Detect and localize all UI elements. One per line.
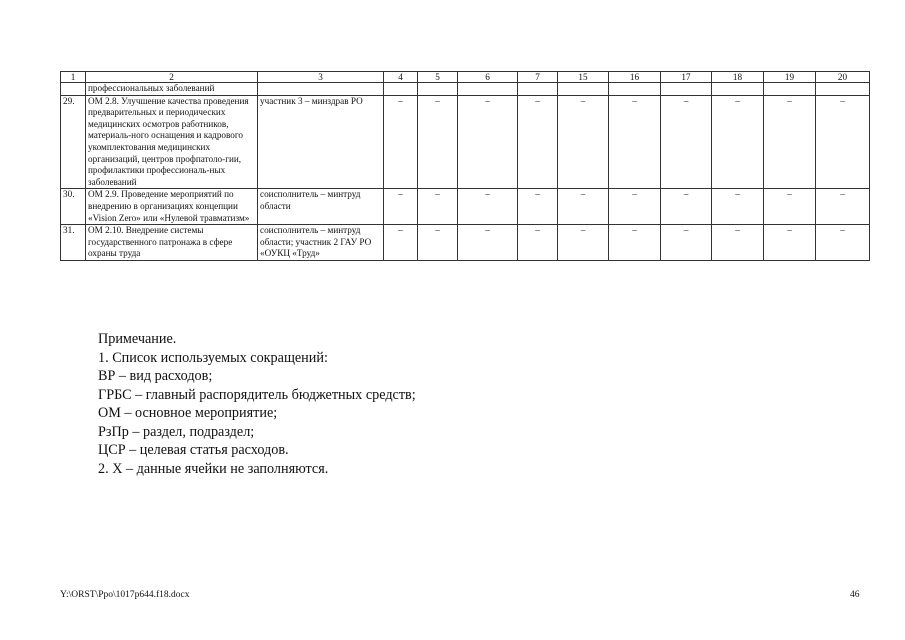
header-cell: 4 (384, 72, 418, 83)
header-cell: 18 (712, 72, 764, 83)
cell-value: – (458, 189, 518, 225)
cell-value: – (458, 95, 518, 189)
cell-empty (458, 83, 518, 96)
cell-value: – (458, 225, 518, 261)
header-cell: 17 (661, 72, 712, 83)
cell-value: – (518, 95, 558, 189)
cell-executor: участник 3 – минздрав РО (258, 95, 384, 189)
cell-value: – (661, 95, 712, 189)
cell-value: – (558, 189, 609, 225)
cell-value: – (609, 95, 661, 189)
cell-empty (558, 83, 609, 96)
cell-description: ОМ 2.10. Внедрение системы государственного патронажа в сфере охраны труда (86, 225, 258, 261)
header-cell: 20 (816, 72, 870, 83)
cell-value: – (518, 189, 558, 225)
cell-description: профессиональных заболеваний (86, 83, 258, 96)
header-cell: 6 (458, 72, 518, 83)
cell-empty (384, 83, 418, 96)
cell-value: – (418, 95, 458, 189)
table-row (61, 189, 870, 225)
cell-executor: соисполнитель – минтруд области; участник 2 ГАУ РО «ОУКЦ «Труд» (258, 225, 384, 261)
notes-block (98, 330, 416, 478)
table-header-row (61, 72, 870, 83)
cell-description: ОМ 2.9. Проведение мероприятий по внедрению в организациях концепции «Vision Zero» или «Нулевой травматизм» (86, 189, 258, 225)
row-number: 30. (61, 189, 86, 225)
program-table (60, 71, 870, 261)
cell-value: – (384, 95, 418, 189)
cell-description: ОМ 2.8. Улучшение качества проведения предварительных и периодических медицинских осмотров работников, материаль-ного оснащения и кадрового укомплектования медицинских организаций, центров профпатоло-гии, профилактики профессиональ-ных заболеваний (86, 95, 258, 189)
cell-empty (258, 83, 384, 96)
note-heading: Примечание. (98, 331, 177, 347)
cell-value: – (418, 225, 458, 261)
note-line: 2. Х – данные ячейки не заполняются. (98, 460, 329, 477)
cell-value: – (609, 225, 661, 261)
cell-value: – (816, 189, 870, 225)
cell-value: – (418, 189, 458, 225)
table-row-continuation (61, 83, 870, 96)
cell-value: – (661, 189, 712, 225)
row-number: 31. (61, 225, 86, 261)
header-cell: 19 (764, 72, 816, 83)
cell-value: – (712, 225, 764, 261)
footer-file-path: Y:\ORST\Ppo\1017p644.f18.docx (60, 590, 190, 600)
note-line: 1. Список используемых сокращений: (98, 349, 328, 366)
note-line: РзПр – раздел, подраздел; (98, 423, 255, 440)
cell-value: – (558, 95, 609, 189)
cell-value: – (712, 189, 764, 225)
cell-value: – (712, 95, 764, 189)
header-cell: 2 (86, 72, 258, 83)
cell-empty (518, 83, 558, 96)
header-cell: 5 (418, 72, 458, 83)
header-cell: 7 (518, 72, 558, 83)
page-number: 46 (850, 590, 860, 600)
note-line: ЦСР – целевая статья расходов. (98, 442, 289, 458)
header-cell: 16 (609, 72, 661, 83)
cell-value: – (518, 225, 558, 261)
cell-value: – (609, 189, 661, 225)
cell-empty (764, 83, 816, 96)
note-line: ОМ – основное мероприятие; (98, 405, 278, 421)
cell-empty (712, 83, 764, 96)
table-row (61, 95, 870, 189)
cell-value: – (816, 95, 870, 189)
header-cell: 1 (61, 72, 86, 83)
cell-value: – (816, 225, 870, 261)
note-line: ГРБС – главный распорядитель бюджетных средств; (98, 386, 416, 403)
header-cell: 3 (258, 72, 384, 83)
cell-empty (816, 83, 870, 96)
cell-value: – (764, 225, 816, 261)
row-number: 29. (61, 95, 86, 189)
cell-executor: соисполнитель – минтруд области (258, 189, 384, 225)
cell-empty (661, 83, 712, 96)
cell-value: – (661, 225, 712, 261)
cell-value: – (764, 95, 816, 189)
cell-value: – (558, 225, 609, 261)
header-cell: 15 (558, 72, 609, 83)
cell-empty (418, 83, 458, 96)
cell-value: – (384, 225, 418, 261)
cell-value: – (384, 189, 418, 225)
note-line: ВР – вид расходов; (98, 368, 213, 384)
cell-empty (61, 83, 86, 96)
cell-empty (609, 83, 661, 96)
table-row (61, 225, 870, 261)
cell-value: – (764, 189, 816, 225)
